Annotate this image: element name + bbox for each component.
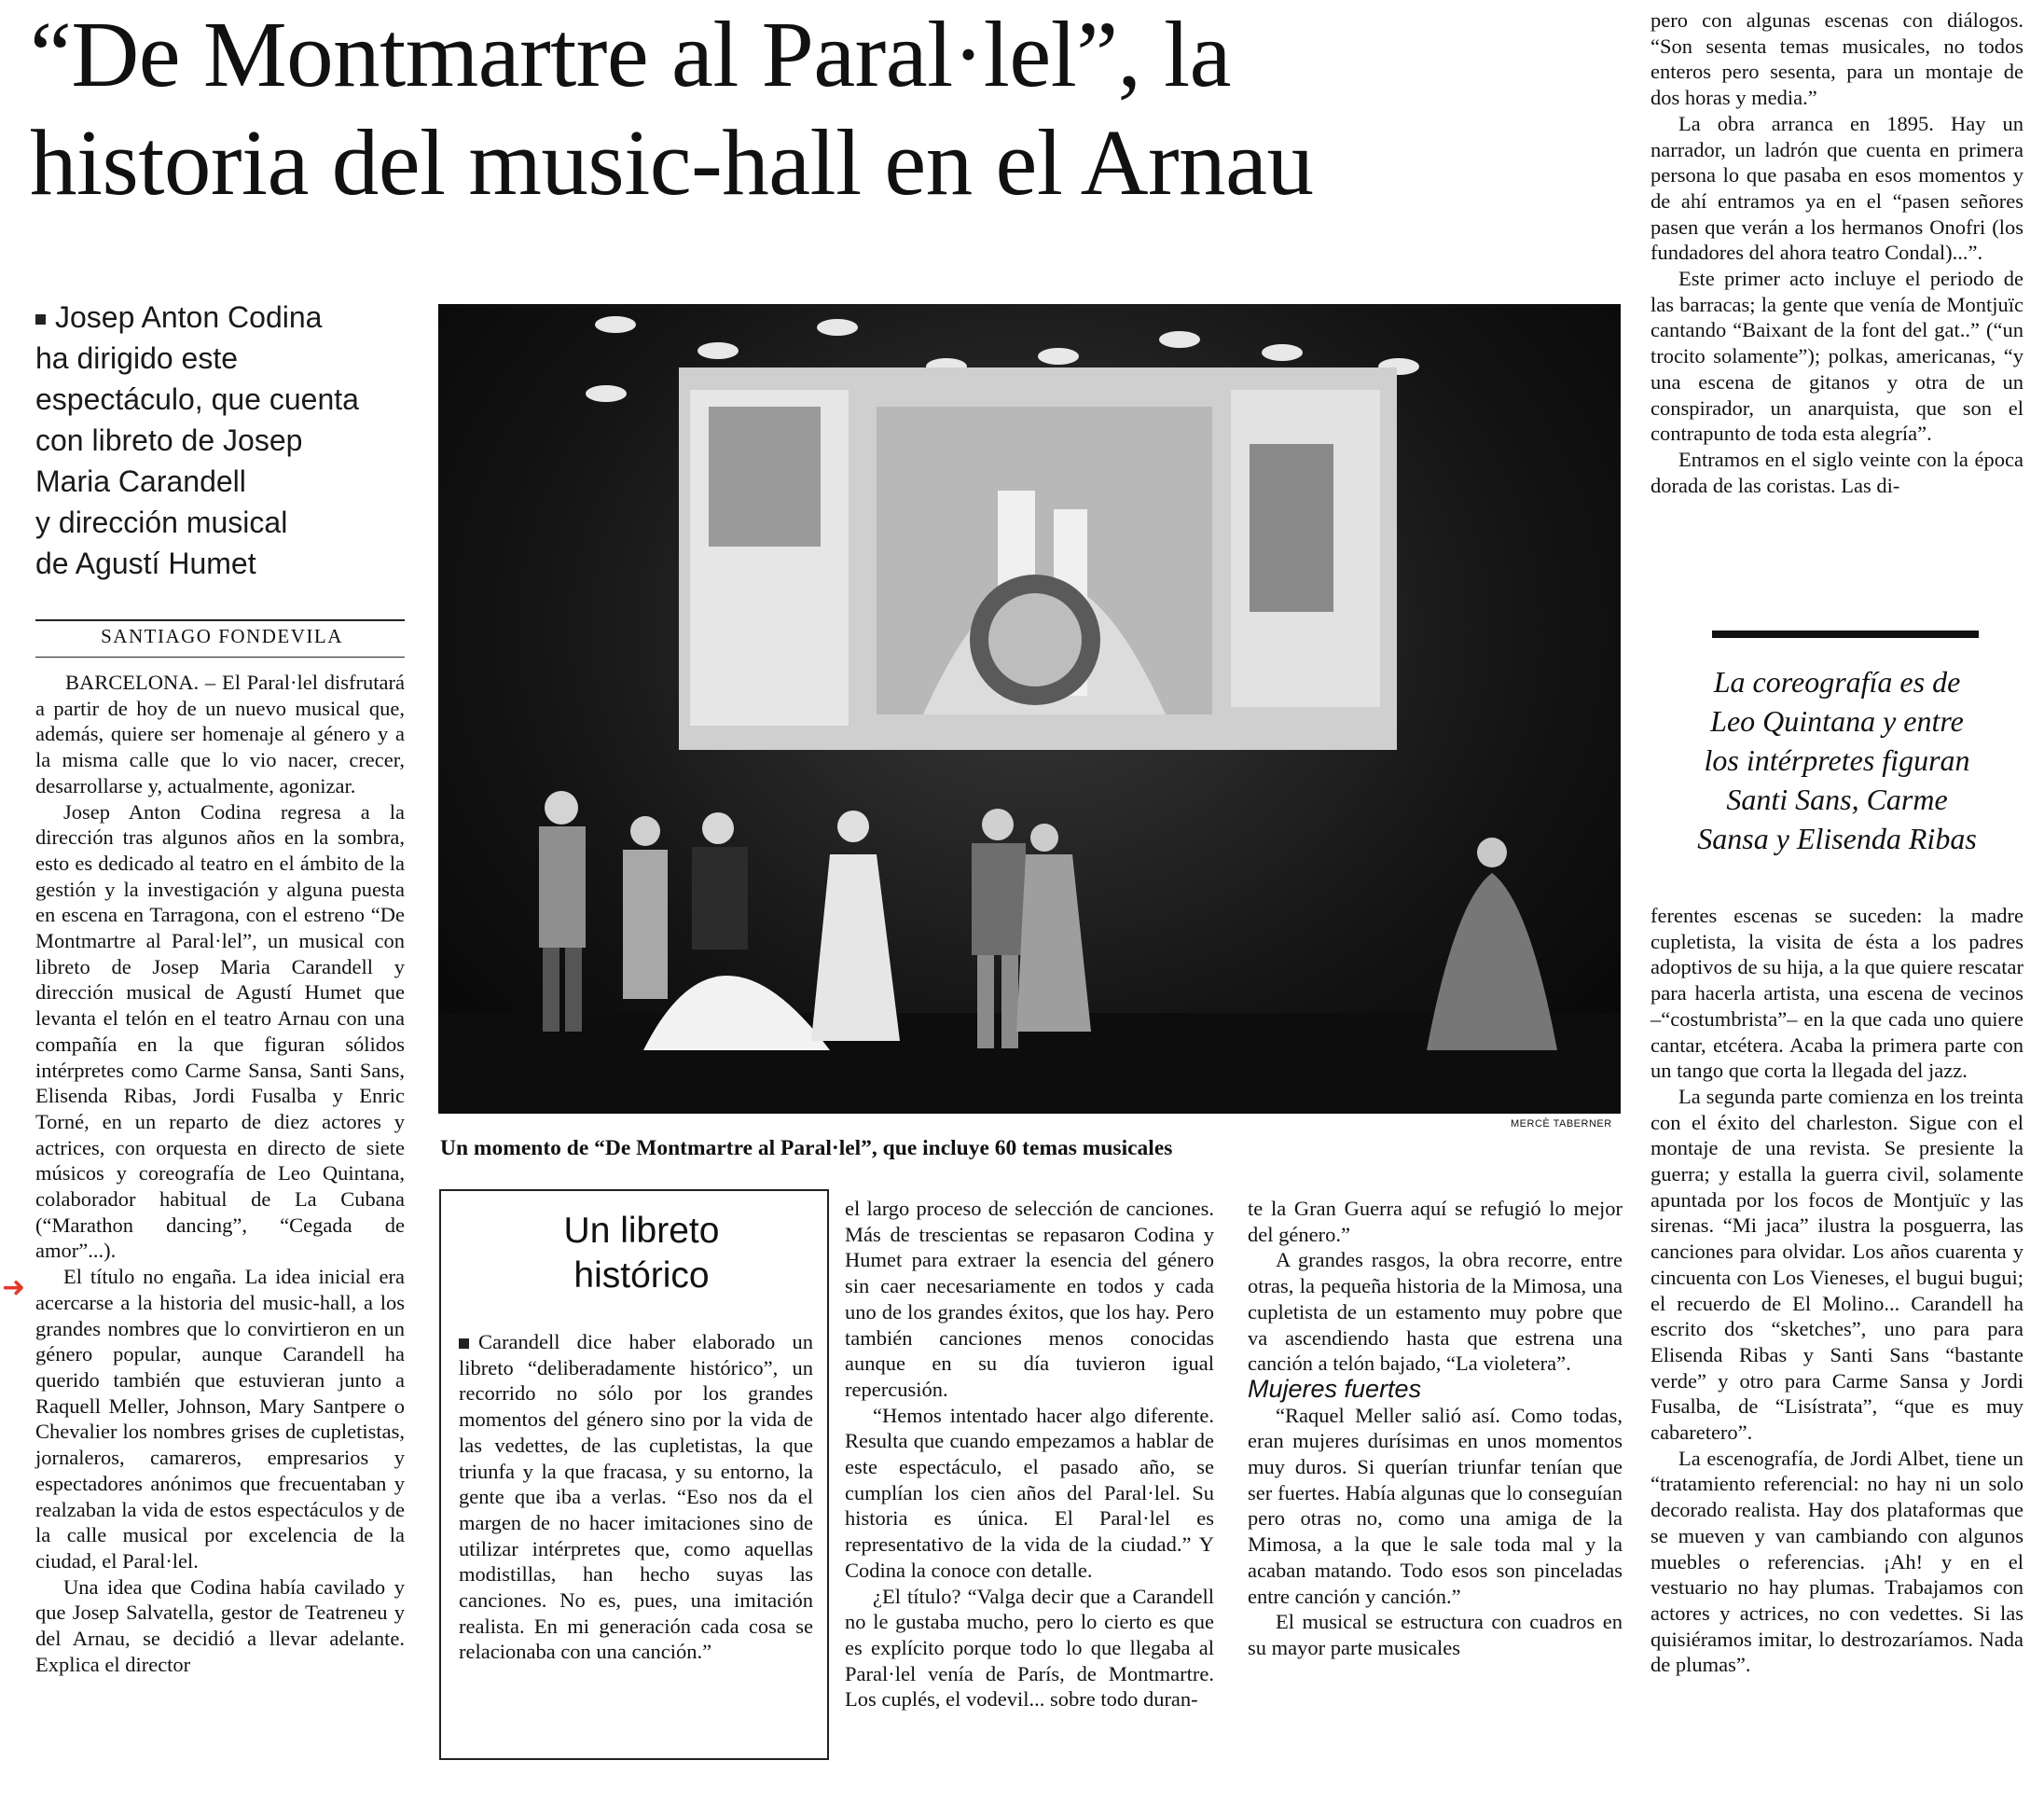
headline-line-1: “De Montmartre al Paral·lel”, la [30, 2, 1231, 106]
backdrop-set [679, 367, 1397, 750]
sidebar-title [483, 1209, 800, 1298]
paragraph: pero con algunas escenas con diálogos. “Son sesenta temas musicales, no todos enteros pero sesenta, para un montaje de dos horas y media.” [1650, 8, 2023, 110]
lede-line: espectáculo, que cuenta [35, 382, 359, 416]
lede-line: y dirección musical [35, 506, 288, 539]
paragraph: BARCELONA. – El Paral·lel disfrutará a partir de hoy de un nuevo musical que, además, quiere ser homenaje al género y a la misma calle que lo vio nacer, crecer, desarrollarse y, actualmente, agonizar. [35, 671, 405, 797]
lede-line: con libreto de Josep [35, 423, 303, 457]
pullquote-line: Santi Sans, Carme [1726, 783, 1948, 816]
paragraph: Este primer acto incluye el periodo de las barracas; la gente que venía de Montjuïc cantando “Baixant de la font del gat..” (“un trocito solamente”); polkas, americanas, “y una escena de gitanos y otra de un conspirador, un anarquista, que son el contrapunto de toda esta alegría”. [1650, 267, 2023, 446]
square-bullet-icon [35, 314, 46, 325]
stage-scene-illustration [438, 304, 1621, 1114]
pullquote-line: La coreografía es de [1713, 665, 1961, 699]
headline-line-2: historia del music-hall en el Arnau [30, 110, 1314, 215]
performers [539, 791, 1557, 1050]
paragraph: ferentes escenas se suceden: la madre cupletista, la visita de ésta a los padres adoptivos de su hija, a la que quiere rescatar para hacerla artista, una escena de vecinos –“costumbrista”– en la que cada uno quiere cantar, etcétera. Acaba la primera parte con un tango que corta la llegada del jazz. [1650, 904, 2023, 1083]
headline [30, 0, 1615, 216]
photo-credit: MERCÈ TABERNER [1511, 1118, 1612, 1130]
paragraph: el largo proceso de selección de canciones. Más de trescientas se repasaron Codina y Humet para extraer la esencia del género sin caer necesariamente en todos y cada uno de los grandes éxitos, que los hay. Pero también canciones menos conocidas aunque en su día tuvieron igual repercusión. [845, 1197, 1214, 1401]
subheading: Mujeres fuertes [1248, 1374, 1422, 1403]
stage-photo [438, 304, 1621, 1114]
pullquote-line: los intérpretes figuran [1704, 743, 1970, 777]
paragraph: La obra arranca en 1895. Hay un narrador, un ladrón que cuenta en primera persona lo que pasaba en esos momentos y de ahí entramos ya en el “pasen señores pasen que verán a los hermanos Onofri (los fundadores del ahora teatro Condal)...”. [1650, 111, 2023, 265]
paragraph: La segunda parte comienza en los treinta con el éxito del charleston. Sigue con el montaje de una revista. Se presiente la guerra; y estalla la guerra civil, solamente apuntada por los focos de Montjuïc y las sirenas. “Mi jaca” ilustra la posguerra, las canciones para olvidar. Los años cuarenta y cincuenta con Los Vieneses, el bugui bugui; el recuerdo de El Molino... Carandell ha escrito dos “sketches”, uno para para Elisenda Ribas y Santi Sans “bastante verde” y otro para Carme Sansa y Jordi Fusalba, de “Lisístrata”, “que es muy cabaretero”. [1650, 1084, 2023, 1445]
red-arrow-icon: ➜ [2, 1271, 26, 1304]
article-column-5-top [1650, 7, 2023, 498]
paragraph: El título no engaña. La idea inicial era acercarse a la historia del music-hall, a los grandes nombres que lo convirtieron en un género popular, aunque Carandell ha querido también que estuvieran junto a Raquell Meller, Johnson, Mary Santpere o Chevalier los nombres grises de cupletistas, jornaleros, camareros, empresarios y espectadores anónimos que frecuentaban y realzaban la vida de estos espectáculos y de la calle musical por excelencia de la ciudad, el Paral·lel. [35, 1265, 405, 1573]
article-column-5-bottom [1650, 903, 2023, 1678]
sidebar-text [459, 1329, 813, 1665]
article-column-1 [35, 670, 405, 1677]
byline-rule-bottom [35, 657, 405, 658]
pullquote-line: Leo Quintana y entre [1710, 704, 1964, 738]
sidebar-title-line: histórico [573, 1255, 710, 1296]
paragraph: “Raquel Meller salió así. Como todas, eran mujeres durísimas en unos momentos muy duros. Si querían triunfar tenían que ser fuertes. Había algunas que lo conseguían pero otras no, como una amiga de la Mimosa, a la que le sale toda mal y la acaban matando. Todo esos son pinceladas entre canción y canción.” [1248, 1403, 1623, 1608]
paragraph: Una idea que Codina había cavilado y que Josep Salvatella, gestor de Teatreneu y del Arnau, se decidió a llevar adelante. Explica el director [35, 1574, 405, 1676]
square-bullet-icon [459, 1338, 469, 1349]
byline-rule-top [35, 619, 405, 621]
article-column-4 [1248, 1196, 1623, 1661]
paragraph: Carandell dice haber elaborado un libreto “deliberadamente histórico”, un recorrido no sólo por los grandes momentos del género sino por la vida de las vedettes, de las cupletistas, la que triunfa y la que fracasa, y su entorno, la gente que iba a verlas. “Eso nos da el margen de no hacer imitaciones sino de utilizar intérpretes que, como aquellas modistillas, han hecho suyas las canciones. No es, pues, una imitación realista. En mi generación cada cosa se relacionaba con una canción.” [459, 1330, 813, 1664]
paragraph: te la Gran Guerra aquí se refugió lo mejor del género.” [1248, 1197, 1623, 1246]
pullquote-line: Sansa y Elisenda Ribas [1697, 822, 1977, 855]
lede-line: Josep Anton Codina [35, 297, 418, 338]
byline: SANTIAGO FONDEVILA [101, 625, 343, 647]
pullquote [1650, 662, 2023, 858]
lede [35, 297, 418, 584]
paragraph: La escenografía, de Jordi Albet, tiene un “tratamiento referencial: no hay ni un solo decorado realista. Hay dos plataformas que se mueven y van cambiando con algunos muebles o referencias. ¡Ah! y en el vestuario no hay plumas. Trabajamos con actores y actrices, no con vedettes. Si las quisiéramos imitar, lo destrozaríamos. Nada de plumas”. [1650, 1446, 2023, 1677]
lede-line: Maria Carandell [35, 464, 246, 498]
paragraph: Josep Anton Codina regresa a la dirección tras algunos años en la sombra, esto es dedicado al teatro en el ámbito de la gestión y la investigación y alguna puesta en escena en Tarragona, con el estreno “De Montmartre al Paral·lel”, un musical con libreto de Josep Maria Carandell y dirección musical de Agustí Humet que levanta el telón en el teatro Arnau con una compañía en la que figuran sólidos intérpretes como Carme Sansa, Santi Sans, Elisenda Ribas, Jordi Fusalba y Enric Torné, en un reparto de diez actores y actrices, con orquesta en directo de siete músicos y coreografía de Leo Quintana, colaborador habitual de La Cubana (“Marathon dancing”, “Cegada de amor”...). [35, 799, 405, 1263]
paragraph: A grandes rasgos, la obra recorre, entre otras, la pequeña historia de la Mimosa, una cupletista de un estamento muy pobre que va ascendiendo hasta que estrena una canción a telón bajado, “La violetera”. [1248, 1248, 1623, 1376]
photo-caption: Un momento de “De Montmartre al Paral·lel”, que incluye 60 temas musicales [440, 1136, 1173, 1160]
lede-line: de Agustí Humet [35, 547, 256, 580]
article-column-3 [845, 1196, 1214, 1712]
paragraph: ¿El título? “Valga decir que a Carandell no le gustaba mucho, pero lo cierto es que es explícito porque todo lo que llegaba al Paral·lel venía de París, de Montmartre. Los cuplés, el vodevil... sobre todo duran- [845, 1584, 1214, 1712]
paragraph: El musical se estructura con cuadros en su mayor parte musicales [1248, 1610, 1623, 1659]
pullquote-rule [1712, 631, 1979, 638]
paragraph: “Hemos intentado hacer algo diferente. Resulta que cuando empezamos a hablar de este espectáculo, el pasado año, se cumplían los cien años del Paral·lel. Su historia es única. El Paral·lel es representativo de la vida de la ciudad.” Y Codina la conoce con detalle. [845, 1403, 1214, 1582]
sidebar-title-line: Un libreto [563, 1211, 720, 1251]
paragraph: Entramos en el siglo veinte con la época dorada de las coristas. Las di- [1650, 447, 2023, 497]
lede-line: ha dirigido este [35, 341, 239, 375]
